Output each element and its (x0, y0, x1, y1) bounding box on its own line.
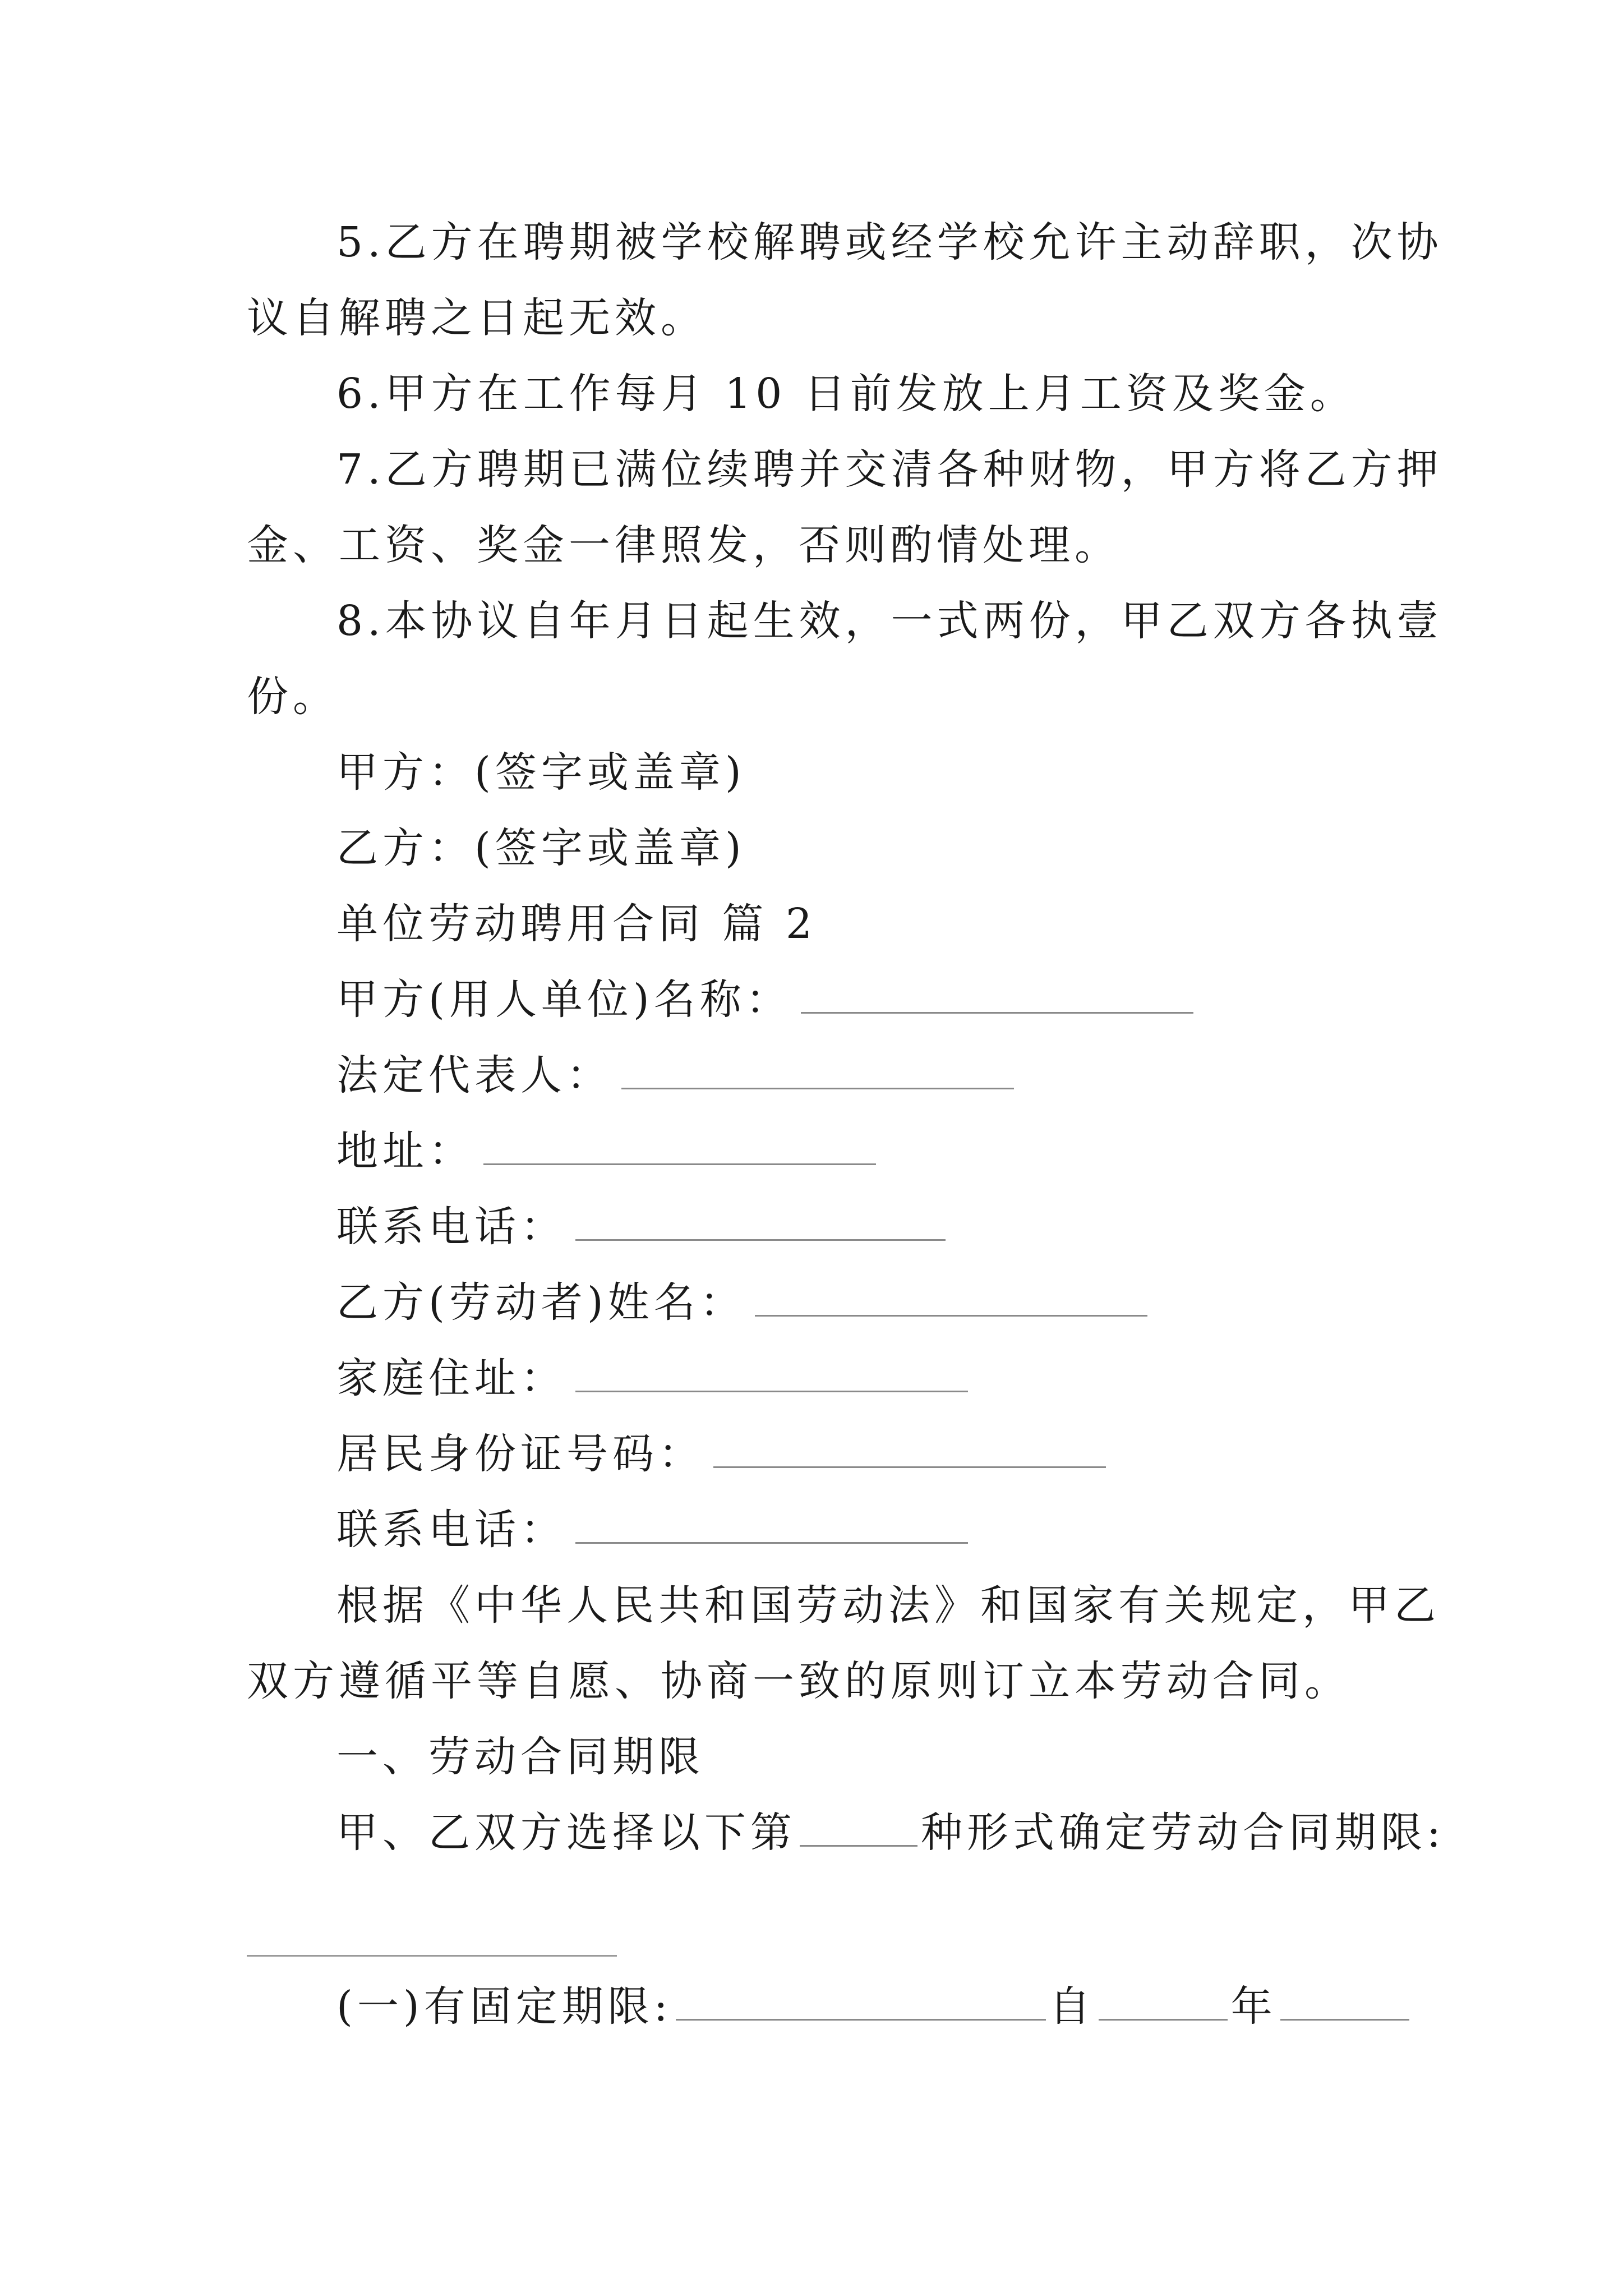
field-employer-name-label: 甲方(用人单位)名称： (336, 976, 792, 1024)
field-employer-name (336, 976, 1193, 1024)
paragraph-5-line-2: 议自解聘之日起无效。 (247, 294, 707, 342)
field-id-number-label: 居民身份证号码： (336, 1430, 704, 1478)
fixed-term-from-blank[interactable] (1099, 1987, 1228, 2021)
paragraph-8-line-1: 8.本协议自年月日起生效，一式两份，甲乙双方各执壹 (336, 597, 1443, 645)
term-choice-line (336, 1809, 1445, 1857)
fixed-term-year: 年 (1230, 1982, 1277, 2031)
fixed-term-from: 自 (1049, 1982, 1095, 2031)
field-id-number (336, 1430, 1106, 1478)
field-employer-name-blank[interactable] (801, 981, 1193, 1014)
field-legal-rep-blank[interactable] (621, 1056, 1014, 1089)
field-phone-b-label: 联系电话： (336, 1506, 566, 1554)
field-home-address-label: 家庭住址： (336, 1354, 566, 1402)
field-phone-a-label: 联系电话： (336, 1203, 566, 1251)
basis-line-2: 双方遵循平等自愿、协商一致的原则订立本劳动合同。 (247, 1657, 1350, 1705)
field-home-address (336, 1354, 968, 1402)
paragraph-7-line-2: 金、工资、奖金一律照发，否则酌情处理。 (247, 521, 1121, 569)
signature-party-b: 乙方：(签字或盖章) (336, 824, 746, 872)
field-address-label: 地址： (336, 1127, 474, 1175)
field-address (336, 1127, 876, 1175)
field-address-blank[interactable] (483, 1132, 876, 1165)
section-title: 单位劳动聘用合同 篇 2 (336, 900, 817, 948)
field-phone-a-blank[interactable] (575, 1208, 946, 1241)
field-phone-b (336, 1506, 968, 1554)
footnote-divider (247, 1955, 617, 1957)
fixed-term-line (336, 1982, 1413, 2031)
fixed-term-year-blank[interactable] (1280, 1987, 1409, 2021)
paragraph-7-line-1: 7.乙方聘期已满位续聘并交清各种财物，甲方将乙方押 (336, 445, 1443, 494)
paragraph-5-line-1: 5.乙方在聘期被学校解聘或经学校允许主动辞职，次协 (336, 218, 1443, 266)
heading-contract-term: 一、劳动合同期限 (336, 1733, 704, 1781)
term-choice-prefix: 甲、乙双方选择以下第 (336, 1809, 796, 1857)
term-choice-blank[interactable] (800, 1814, 917, 1847)
field-legal-rep-label: 法定代表人： (336, 1051, 612, 1099)
fixed-term-prefix: (一)有固定期限: (336, 1982, 672, 2031)
field-phone-a (336, 1203, 946, 1251)
term-choice-suffix: 种形式确定劳动合同期限: (921, 1809, 1445, 1857)
field-id-number-blank[interactable] (713, 1435, 1106, 1468)
paragraph-6: 6.甲方在工作每月 10 日前发放上月工资及奖金。 (336, 370, 1356, 418)
field-phone-b-blank[interactable] (575, 1511, 968, 1544)
fixed-term-blank[interactable] (676, 1987, 1046, 2021)
basis-line-1: 根据《中华人民共和国劳动法》和国家有关规定，甲乙 (336, 1581, 1440, 1630)
field-worker-name-label: 乙方(劳动者)姓名： (336, 1278, 746, 1327)
field-home-address-blank[interactable] (575, 1359, 968, 1392)
paragraph-8-line-2: 份。 (247, 673, 339, 721)
field-legal-rep (336, 1051, 1014, 1099)
signature-party-a: 甲方：(签字或盖章) (336, 748, 746, 797)
field-worker-name (336, 1278, 1147, 1327)
field-worker-name-blank[interactable] (755, 1283, 1147, 1317)
